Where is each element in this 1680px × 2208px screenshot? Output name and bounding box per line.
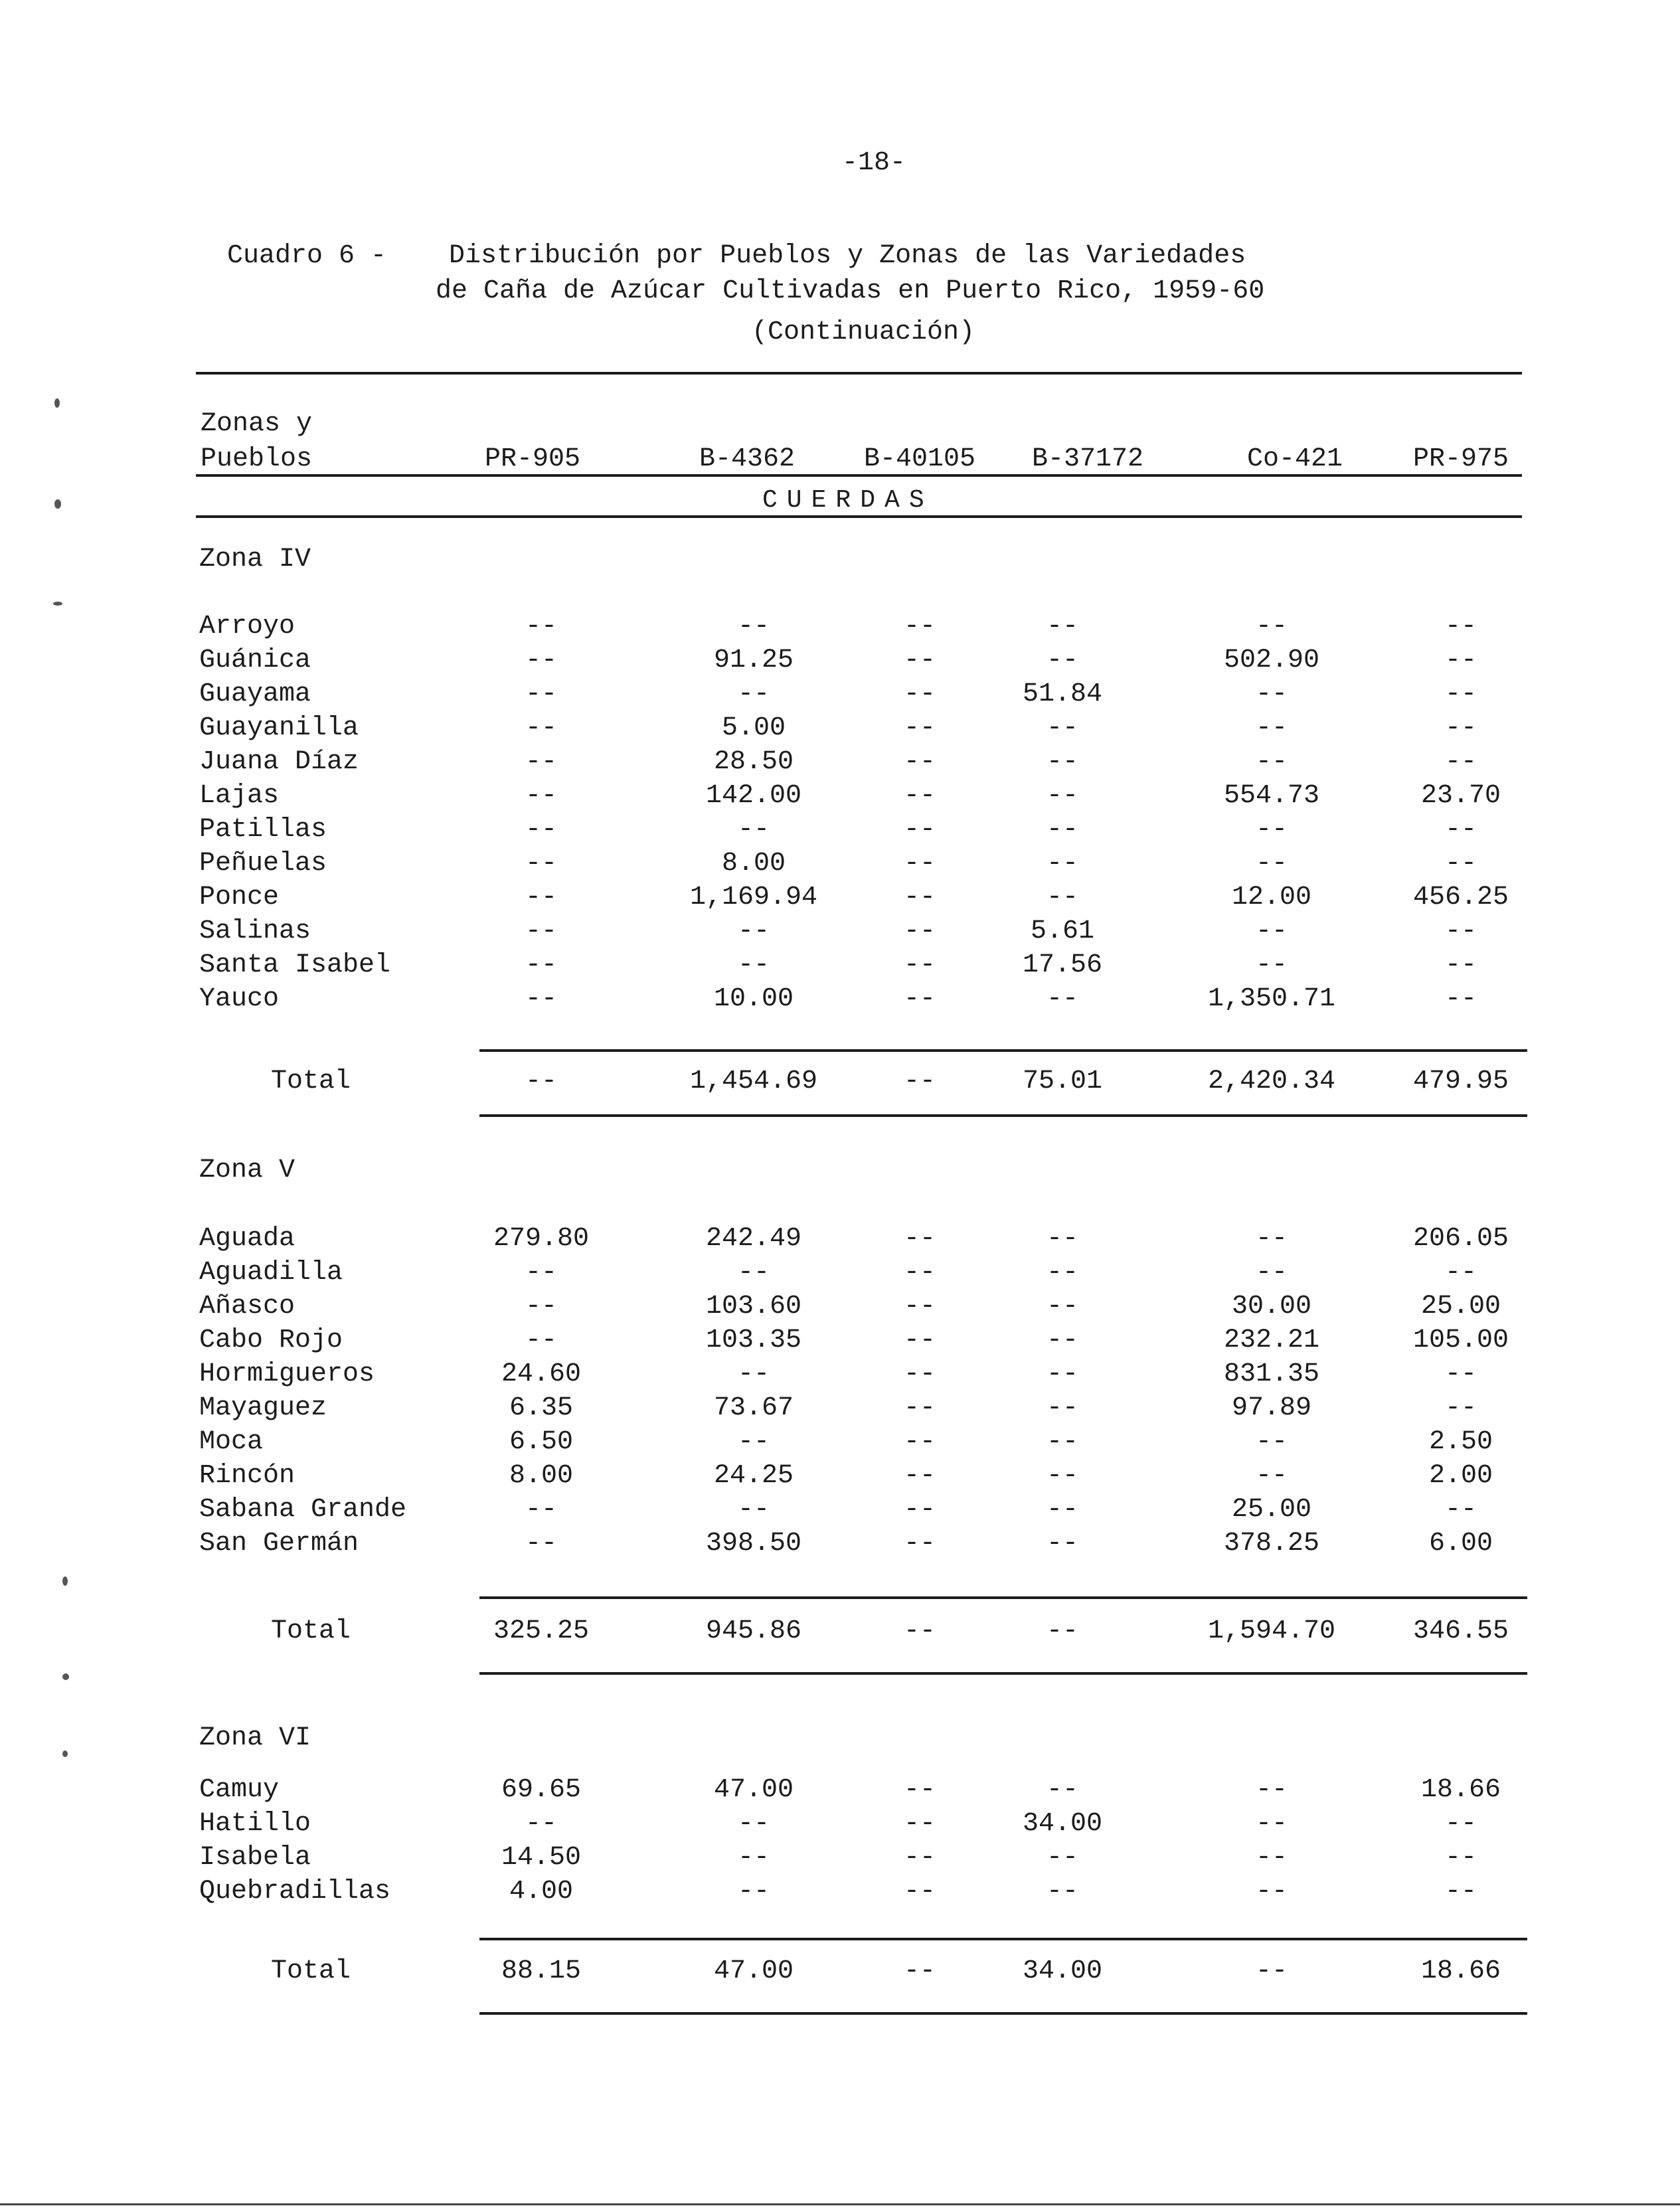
table-cell: --	[525, 1292, 558, 1321]
table-cell: --	[1046, 883, 1079, 912]
total-row	[0, 1616, 1680, 1648]
table-cell: --	[1046, 1224, 1079, 1254]
table-cell: --	[737, 1877, 770, 1907]
column-header: PR-975	[1412, 444, 1509, 474]
table-row	[0, 645, 1680, 677]
table-cell: --	[737, 679, 770, 709]
table-cell: --	[903, 1461, 936, 1491]
pueblo-name: Santa Isabel	[199, 950, 391, 980]
pueblo-name: Añasco	[199, 1292, 295, 1321]
table-cell: --	[525, 1495, 558, 1525]
table-row	[0, 611, 1680, 643]
table-cell: --	[1046, 1325, 1079, 1355]
table-cell: --	[903, 747, 936, 777]
table-cell: 554.73	[1223, 781, 1320, 811]
table-row	[0, 882, 1680, 914]
table-cell: --	[1444, 1258, 1477, 1288]
table-cell: 14.50	[501, 1843, 582, 1873]
table-cell: --	[903, 612, 936, 641]
table-cell: 18.66	[1420, 1775, 1501, 1805]
table-cell: 142.00	[705, 781, 802, 811]
table-caption-line-2: de Caña de Azúcar Cultivadas en Puerto Rico, 1959-60	[436, 276, 1265, 306]
table-row	[0, 780, 1680, 812]
header-rule-bottom	[196, 515, 1522, 518]
table-cell: --	[1255, 1877, 1288, 1907]
pueblo-name: Quebradillas	[199, 1877, 391, 1907]
table-cell: --	[1255, 815, 1288, 845]
column-header: Co-421	[1246, 444, 1343, 474]
table-row	[0, 1426, 1680, 1458]
table-cell: --	[1046, 713, 1079, 743]
total-cell: --	[1046, 1616, 1079, 1646]
pueblo-name: Hormigueros	[199, 1359, 375, 1389]
table-cell: --	[1255, 916, 1288, 946]
table-caption-line-1: Distribución por Pueblos y Zonas de las Variedades	[449, 241, 1246, 271]
total-cell: --	[525, 1066, 558, 1096]
table-row	[0, 1393, 1680, 1424]
pueblo-name: Juana Díaz	[199, 747, 359, 777]
table-cell: --	[1046, 1292, 1079, 1321]
table-cell: --	[1046, 1258, 1079, 1288]
table-cell: --	[903, 984, 936, 1014]
pueblo-name: Rincón	[199, 1461, 295, 1491]
pueblo-name: Peñuelas	[199, 849, 327, 879]
table-cell: 8.00	[721, 849, 786, 879]
table-row	[0, 1223, 1680, 1255]
table-cell: --	[903, 1325, 936, 1355]
zone-title: Zona V	[199, 1155, 295, 1185]
table-cell: --	[903, 679, 936, 709]
table-cell: --	[525, 950, 558, 980]
table-cell: --	[737, 1809, 770, 1839]
table-cell: --	[1444, 849, 1477, 879]
table-cell: --	[903, 1529, 936, 1559]
table-cell: 502.90	[1223, 645, 1320, 675]
total-cell: --	[903, 1956, 936, 1986]
total-rule-top	[479, 1596, 1527, 1599]
pueblo-name: San Germán	[199, 1529, 359, 1559]
table-cell: 51.84	[1022, 679, 1103, 709]
total-cell: 325.25	[493, 1616, 590, 1646]
table-cell: --	[903, 1775, 936, 1805]
table-cell: --	[903, 1495, 936, 1525]
total-cell: --	[903, 1616, 936, 1646]
table-cell: --	[1255, 1461, 1288, 1491]
table-cell: --	[737, 815, 770, 845]
pueblo-name: Sabana Grande	[199, 1495, 407, 1525]
total-cell: 34.00	[1022, 1956, 1103, 1986]
table-cell: --	[1046, 1495, 1079, 1525]
table-cell: --	[1046, 781, 1079, 811]
table-cell: --	[737, 1359, 770, 1389]
pueblo-name: Guayama	[199, 679, 311, 709]
table-cell: 10.00	[713, 984, 794, 1014]
table-row	[0, 1528, 1680, 1560]
table-cell: --	[737, 916, 770, 946]
pueblo-name: Hatillo	[199, 1809, 311, 1839]
table-cell: 4.00	[509, 1877, 574, 1907]
total-cell: 75.01	[1022, 1066, 1103, 1096]
table-cell: --	[525, 849, 558, 879]
table-cell: --	[737, 950, 770, 980]
table-cell: --	[903, 1258, 936, 1288]
table-cell: 6.35	[509, 1393, 574, 1423]
table-cell: --	[1444, 950, 1477, 980]
table-cell: --	[1444, 916, 1477, 946]
table-cell: --	[903, 1359, 936, 1389]
table-row	[0, 679, 1680, 711]
scan-mark	[54, 398, 60, 408]
total-cell: 1,454.69	[689, 1066, 818, 1096]
total-rule-top	[479, 1938, 1527, 1940]
total-rule-bottom	[479, 1114, 1527, 1117]
table-cell: 25.00	[1420, 1292, 1501, 1321]
table-cell: --	[737, 1843, 770, 1873]
table-cell: 6.00	[1428, 1529, 1493, 1559]
table-cell: --	[1255, 1843, 1288, 1873]
table-cell: --	[525, 916, 558, 946]
table-cell: --	[1255, 1775, 1288, 1805]
table-cell: 8.00	[509, 1461, 574, 1491]
table-cell: --	[1444, 815, 1477, 845]
total-rule-bottom	[479, 1672, 1527, 1675]
pueblo-name: Lajas	[199, 781, 280, 811]
table-cell: --	[1046, 1393, 1079, 1423]
total-cell: 47.00	[713, 1956, 794, 1986]
scan-mark	[62, 1576, 68, 1586]
table-cell: 232.21	[1223, 1325, 1320, 1355]
table-row	[0, 848, 1680, 880]
table-row	[0, 1876, 1680, 1908]
table-cell: --	[903, 950, 936, 980]
table-cell: --	[903, 1843, 936, 1873]
table-cell: 6.50	[509, 1427, 574, 1457]
table-cell: --	[525, 781, 558, 811]
table-cell: --	[525, 713, 558, 743]
table-cell: --	[1255, 713, 1288, 743]
table-cell: 5.61	[1030, 916, 1095, 946]
table-cell: 242.49	[705, 1224, 802, 1254]
table-row	[0, 1842, 1680, 1874]
table-cell: --	[525, 815, 558, 845]
table-cell: --	[903, 883, 936, 912]
table-cell: 97.89	[1231, 1393, 1312, 1423]
table-cell: --	[525, 679, 558, 709]
table-cell: 279.80	[493, 1224, 590, 1254]
table-cell: --	[737, 612, 770, 641]
pueblo-name: Ponce	[199, 883, 280, 912]
pueblo-name: Yauco	[199, 984, 280, 1014]
table-cell: --	[903, 815, 936, 845]
pueblo-name: Guánica	[199, 645, 311, 675]
table-cell: --	[1255, 679, 1288, 709]
total-row	[0, 1956, 1680, 1988]
table-cell: --	[1444, 1843, 1477, 1873]
table-cell: --	[1255, 1224, 1288, 1254]
table-cell: --	[1046, 1775, 1079, 1805]
table-cell: 12.00	[1231, 883, 1312, 912]
table-caption-label: Cuadro 6 -	[227, 241, 387, 271]
table-cell: --	[1444, 1359, 1477, 1389]
table-cell: 28.50	[713, 747, 794, 777]
table-cell: --	[1046, 612, 1079, 641]
table-row	[0, 1257, 1680, 1289]
table-cell: 25.00	[1231, 1495, 1312, 1525]
table-row	[0, 1460, 1680, 1492]
header-zonas-y: Zonas y	[201, 409, 313, 439]
table-cell: --	[1444, 1393, 1477, 1423]
pueblo-name: Isabela	[199, 1843, 311, 1873]
column-header: B-37172	[1031, 444, 1144, 474]
table-row	[0, 713, 1680, 744]
pueblo-name: Salinas	[199, 916, 311, 946]
table-cell: 24.25	[713, 1461, 794, 1491]
table-cell: 456.25	[1412, 883, 1509, 912]
pueblo-name: Arroyo	[199, 612, 295, 641]
table-cell: --	[1444, 1495, 1477, 1525]
table-cell: --	[903, 1292, 936, 1321]
table-cell: --	[1444, 984, 1477, 1014]
table-cell: --	[525, 1809, 558, 1839]
pueblo-name: Cabo Rojo	[199, 1325, 343, 1355]
table-cell: 398.50	[705, 1529, 802, 1559]
pueblo-name: Camuy	[199, 1775, 280, 1805]
table-cell: --	[1255, 950, 1288, 980]
table-cell: 73.67	[713, 1393, 794, 1423]
table-cell: --	[1046, 984, 1079, 1014]
total-label: Total	[271, 1066, 351, 1096]
table-row	[0, 1808, 1680, 1840]
table-cell: --	[903, 1393, 936, 1423]
table-cell: --	[903, 1224, 936, 1254]
table-cell: --	[1046, 849, 1079, 879]
table-cell: --	[525, 747, 558, 777]
scan-mark	[54, 499, 61, 509]
table-cell: 5.00	[721, 713, 786, 743]
table-row	[0, 1325, 1680, 1357]
table-cell: --	[1255, 849, 1288, 879]
table-cell: --	[903, 1427, 936, 1457]
table-cell: 30.00	[1231, 1292, 1312, 1321]
unit-label-cuerdas: CUERDAS	[762, 486, 934, 515]
pueblo-name: Patillas	[199, 815, 327, 845]
table-cell: 1,350.71	[1207, 984, 1336, 1014]
table-cell: 103.60	[705, 1292, 802, 1321]
pueblo-name: Aguadilla	[199, 1258, 343, 1288]
column-header: PR-905	[484, 444, 581, 474]
total-cell: --	[903, 1066, 936, 1096]
table-cell: --	[1444, 747, 1477, 777]
zone-title: Zona VI	[199, 1723, 311, 1753]
table-cell: --	[1046, 1359, 1079, 1389]
total-rule-bottom	[479, 2012, 1527, 2015]
header-rule-top	[196, 474, 1522, 477]
top-rule	[196, 372, 1522, 375]
total-cell: 88.15	[501, 1956, 582, 1986]
total-cell: --	[1255, 1956, 1288, 1986]
table-cell: 1,169.94	[689, 883, 818, 912]
table-cell: --	[1444, 1809, 1477, 1839]
pueblo-name: Mayaguez	[199, 1393, 327, 1423]
pueblo-name: Guayanilla	[199, 713, 359, 743]
table-cell: --	[1444, 713, 1477, 743]
table-cell: --	[903, 781, 936, 811]
table-cell: 24.60	[501, 1359, 582, 1389]
total-cell: 346.55	[1412, 1616, 1509, 1646]
total-cell: 479.95	[1412, 1066, 1509, 1096]
table-cell: --	[525, 984, 558, 1014]
total-cell: 18.66	[1420, 1956, 1501, 1986]
table-row	[0, 916, 1680, 948]
total-rule-top	[479, 1049, 1527, 1052]
total-cell: 2,420.34	[1207, 1066, 1336, 1096]
pueblo-name: Moca	[199, 1427, 264, 1457]
table-cell: --	[1255, 1809, 1288, 1839]
table-cell: --	[737, 1258, 770, 1288]
table-cell: --	[1046, 1427, 1079, 1457]
page-number: -18-	[842, 148, 906, 178]
table-cell: 2.00	[1428, 1461, 1493, 1491]
table-cell: 378.25	[1223, 1529, 1320, 1559]
table-row	[0, 950, 1680, 981]
table-row	[0, 1774, 1680, 1806]
table-row	[0, 814, 1680, 846]
table-cell: --	[1046, 815, 1079, 845]
table-cell: --	[525, 883, 558, 912]
table-cell: --	[525, 1325, 558, 1355]
total-cell: 1,594.70	[1207, 1616, 1336, 1646]
column-header: B-40105	[863, 444, 976, 474]
table-cell: --	[1046, 1461, 1079, 1491]
table-cell: --	[1046, 747, 1079, 777]
total-cell: 945.86	[705, 1616, 802, 1646]
total-row	[0, 1066, 1680, 1098]
table-cell: --	[1046, 1877, 1079, 1907]
column-header: B-4362	[699, 444, 796, 474]
table-row	[0, 1494, 1680, 1526]
table-cell: --	[903, 713, 936, 743]
table-row	[0, 1291, 1680, 1323]
total-label: Total	[271, 1616, 351, 1646]
table-cell: 34.00	[1022, 1809, 1103, 1839]
table-cell: 17.56	[1022, 950, 1103, 980]
pueblo-name: Aguada	[199, 1224, 295, 1254]
table-cell: --	[1255, 747, 1288, 777]
page-edge	[0, 2203, 1680, 2205]
table-cell: 47.00	[713, 1775, 794, 1805]
table-cell: --	[737, 1495, 770, 1525]
table-cell: 206.05	[1412, 1224, 1509, 1254]
table-cell: --	[1255, 612, 1288, 641]
table-cell: 69.65	[501, 1775, 582, 1805]
table-cell: --	[525, 1258, 558, 1288]
table-cell: --	[1444, 679, 1477, 709]
table-cell: 831.35	[1223, 1359, 1320, 1389]
table-cell: --	[903, 1809, 936, 1839]
header-pueblos: Pueblos	[201, 444, 313, 474]
table-cell: 105.00	[1412, 1325, 1509, 1355]
table-cell: --	[525, 645, 558, 675]
table-cell: --	[1046, 1843, 1079, 1873]
table-cell: --	[1255, 1427, 1288, 1457]
table-row	[0, 746, 1680, 778]
table-cell: 2.50	[1428, 1427, 1493, 1457]
table-row	[0, 1359, 1680, 1391]
scan-mark	[62, 1673, 69, 1680]
table-cell: 23.70	[1420, 781, 1501, 811]
table-cell: --	[525, 612, 558, 641]
table-row	[0, 983, 1680, 1015]
table-cell: 91.25	[713, 645, 794, 675]
scan-mark	[53, 602, 62, 606]
zone-title: Zona IV	[199, 545, 311, 574]
table-cell: 103.35	[705, 1325, 802, 1355]
table-cell: --	[903, 849, 936, 879]
table-cell: --	[903, 645, 936, 675]
table-cell: --	[525, 1529, 558, 1559]
scan-mark	[62, 1750, 68, 1757]
table-cell: --	[1255, 1258, 1288, 1288]
table-cell: --	[1444, 1877, 1477, 1907]
table-cell: --	[1046, 645, 1079, 675]
table-cell: --	[1444, 612, 1477, 641]
total-label: Total	[271, 1956, 351, 1986]
table-cell: --	[1444, 645, 1477, 675]
table-cell: --	[903, 1877, 936, 1907]
table-cell: --	[737, 1427, 770, 1457]
table-caption-line-3: (Continuación)	[752, 317, 975, 347]
table-cell: --	[903, 916, 936, 946]
table-cell: --	[1046, 1529, 1079, 1559]
